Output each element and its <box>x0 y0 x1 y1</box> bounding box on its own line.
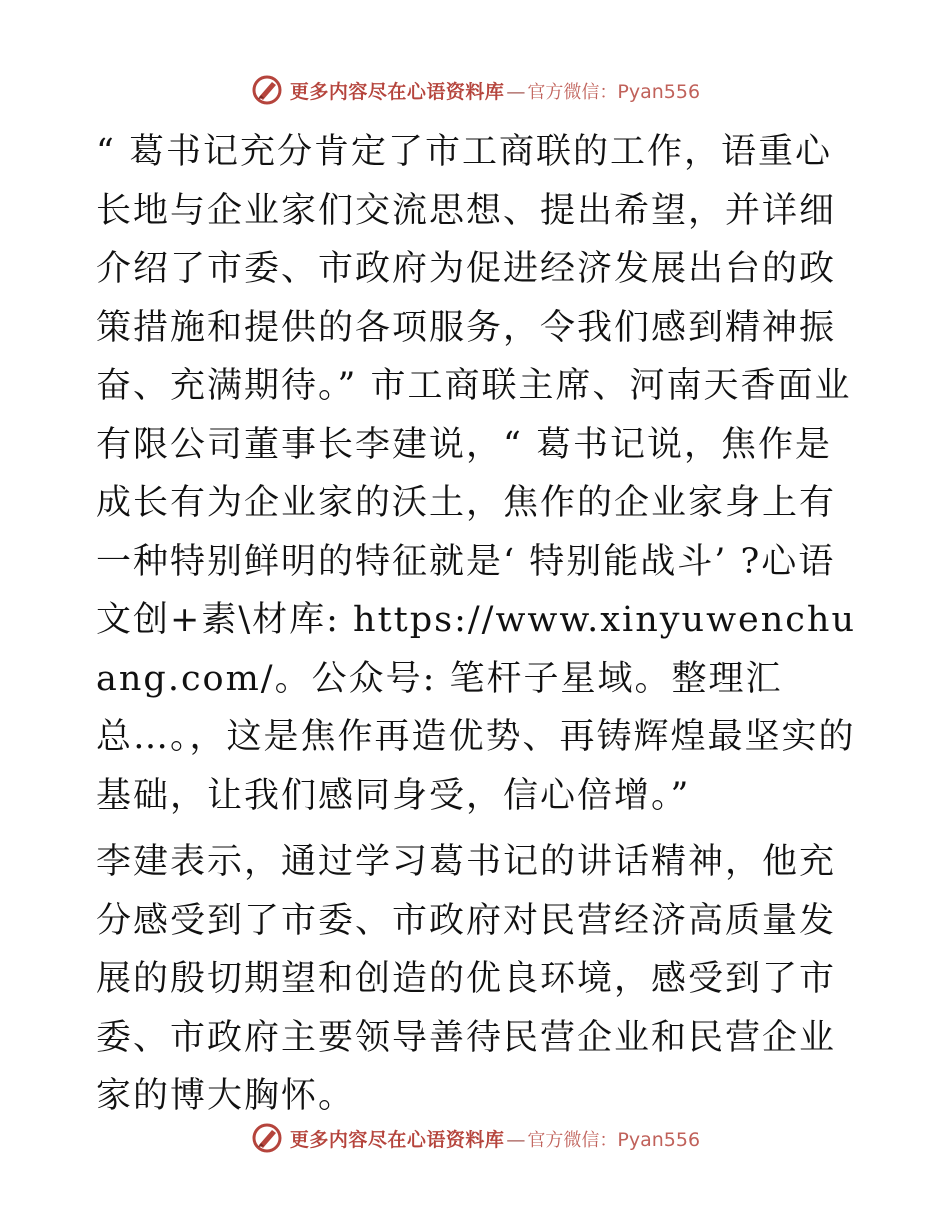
brand-logo-icon <box>250 73 284 107</box>
footer-banner <box>0 1118 950 1158</box>
footer-banner-wechat-label: 官方微信： <box>527 1129 618 1151</box>
header-banner-dash: — <box>506 80 526 103</box>
footer-banner-dash: — <box>506 1128 526 1151</box>
header-banner-text <box>290 77 700 104</box>
paragraph-1: “ 葛书记充分肯定了市工商联的工作，语重心长地与企业家们交流思想、提出希望，并详细介绍了市委、市政府为促进经济发展出台的政策措施和提供的各项服务，令我们感到精神振奋、充满期待。” 市工商联主席、河南天香面业有限公司董事长李建说，“ 葛书记说，焦作是成长有为企业家的沃土，焦作的企业家身上有一种特别鲜明的特征就是‘ 特别能战斗’ ?心语文创+素\材库: https://www.xinyuwenchuang.com/。公众号: 笔杆子星域。整理汇总…。，这是焦作再造优势、再铸辉煌最坚实的基础，让我们感同身受，信心倍增。” <box>96 132 856 816</box>
document-body <box>96 123 856 1126</box>
footer-banner-text <box>290 1125 700 1152</box>
header-banner-wechat-label: 官方微信： <box>527 81 618 103</box>
header-banner-title: 更多内容尽在心语资料库 <box>289 80 505 103</box>
brand-logo-icon <box>250 1121 284 1155</box>
footer-banner-wechat-id: Pyan556 <box>617 1128 701 1151</box>
footer-banner-title: 更多内容尽在心语资料库 <box>289 1128 505 1151</box>
paragraph-2: 李建表示，通过学习葛书记的讲话精神，他充分感受到了市委、市政府对民营经济高质量发展的殷切期望和创造的优良环境，感受到了市委、市政府主要领导善待民营企业和民营企业家的博大胸怀。 <box>96 842 837 1116</box>
header-banner-wechat-id: Pyan556 <box>617 80 701 103</box>
header-banner <box>0 70 950 110</box>
